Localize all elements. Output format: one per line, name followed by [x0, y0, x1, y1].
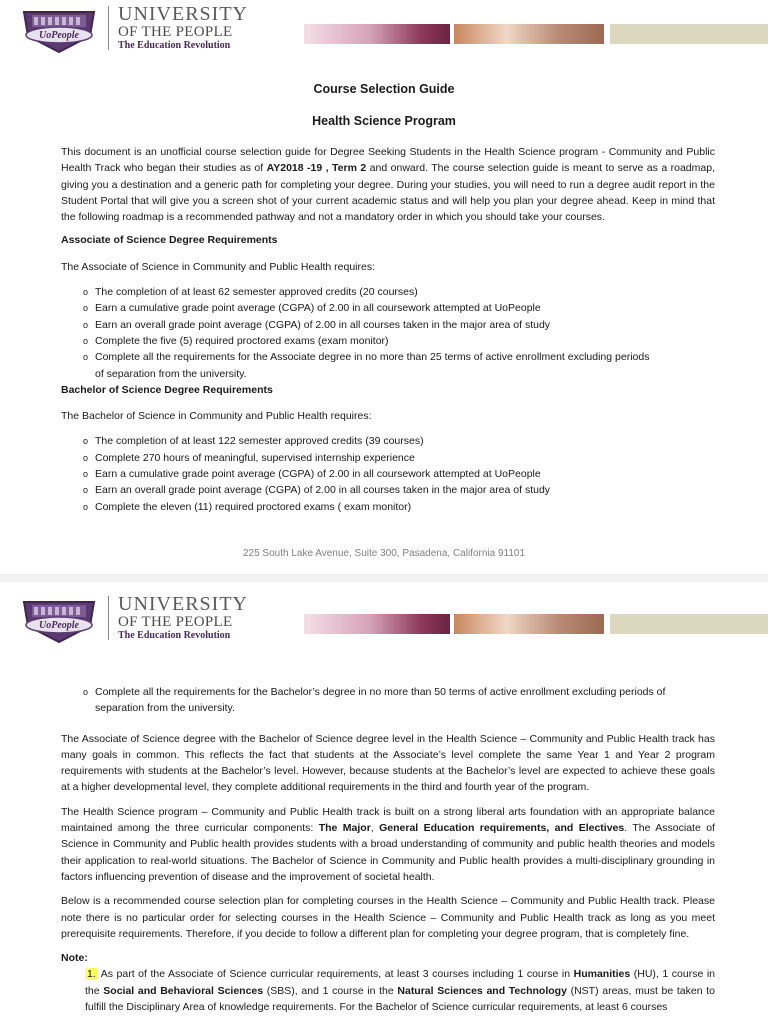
bachelor-heading: Bachelor of Science Degree Requirements	[61, 383, 273, 396]
university-logo-badge	[20, 596, 98, 644]
header-banner-block	[610, 24, 768, 44]
list-item: o Earn an overall grade point average (CGPA) of 2.00 in all courses taken in the major area of study	[61, 482, 715, 498]
university-name	[118, 4, 248, 52]
document-title: Course Selection Guide	[313, 82, 455, 96]
logo-tagline: The Education Revolution	[118, 630, 231, 641]
logo-tagline: The Education Revolution	[118, 40, 231, 51]
university-logo-badge	[20, 6, 98, 54]
svg-text:UoPeople: UoPeople	[39, 30, 79, 41]
list-item: o Complete the five (5) required proctored exams (exam monitor)	[61, 333, 715, 349]
svg-text:UoPeople: UoPeople	[39, 620, 79, 631]
header-banner-photo-1	[304, 24, 450, 44]
page-header	[0, 590, 768, 650]
header-banner-block	[610, 614, 768, 634]
list-item: o Complete all the requirements for the Bachelor’s degree in no more than 50 terms of active enrollment excluding periods of separation from the university.	[61, 684, 715, 717]
list-item: o Earn a cumulative grade point average (CGPA) of 2.00 in all coursework attempted at UoPeople	[61, 466, 715, 482]
logo-name-line1: UNIVERSITY	[118, 593, 248, 615]
footer-address: 225 South Lake Avenue, Suite 300, Pasadena, California 91101	[242, 548, 526, 559]
header-banner-photo-1	[304, 614, 450, 634]
university-name	[118, 594, 248, 642]
list-item: o Complete all the requirements for the Associate degree in no more than 25 terms of active enrollment excluding periods of separation from the university.	[61, 349, 715, 382]
associate-intro: The Associate of Science in Community and Public Health requires:	[61, 260, 375, 273]
document-subtitle: Health Science Program	[312, 114, 456, 128]
paragraph-program-foundation: The Health Science program – Community and Public Health track is built on a strong liberal arts foundation with an appropriate balance maintained among the three curricular components: The Major, General Education requirements, and Electives. The Associate of Science in Community and Public health provides students with a broad understanding of community and public health theories and models their application to real-world situations. The Bachelor of Science in Community and Public health provides a multi-disciplinary grounding in factors influencing prevention of disease and the improvement of societal health.	[61, 805, 715, 883]
note-number-highlight: 1.	[87, 968, 96, 981]
note-label: Note:	[61, 952, 88, 965]
page2-body	[61, 684, 715, 1015]
note-item-1: 1. As part of the Associate of Science curricular requirements, at least 3 courses including 1 course in Humanities (HU), 1 course in the Social and Behavioral Sciences (SBS), and 1 course in the Natural Sciences and Technology (NST) areas, must be taken to fulfill the Disciplinary Area of knowledge requirements. For the Bachelor of Science curricular requirements, at least 6 courses	[85, 968, 715, 1014]
logo-divider	[108, 596, 109, 640]
document-page-2	[0, 580, 768, 1024]
associate-requirements-list	[61, 284, 715, 382]
logo-name-line1: UNIVERSITY	[118, 3, 248, 25]
logo-name-line2: OF THE PEOPLE	[118, 614, 233, 630]
header-banner-photo-2	[454, 24, 604, 44]
page1-body	[61, 144, 715, 515]
list-item: o Earn an overall grade point average (CGPA) of 2.00 in all courses taken in the major area of study	[61, 317, 715, 333]
paragraph-degree-goals: The Associate of Science degree with the Bachelor of Science degree level in the Health Science – Community and Public Health track has many goals in common. This reflects the fact that students at the Associate’s level complete the same Year 1 and Year 2 program requirements with students at the Bachelor’s level. However, because students at the Bachelor’s level are expected to achieve these goals at a higher developmental level, they complete additional requirements in the third and fourth year of the program.	[61, 732, 715, 794]
paragraph-selection-plan: Below is a recommended course selection plan for completing courses in the Health Science – Community and Public Health track. Please note there is no particular order for selecting courses in the Health Science – Community and Public Health track as long as you meet prerequisite requirements. Therefore, if you decide to follow a different plan for completing your degree program, that is completely fine.	[61, 895, 715, 940]
bachelor-intro: The Bachelor of Science in Community and Public Health requires:	[61, 410, 372, 423]
page-header	[0, 0, 768, 60]
bachelor-requirements-list	[61, 433, 715, 514]
logo-divider	[108, 6, 109, 50]
header-banner-photo-2	[454, 614, 604, 634]
associate-heading: Associate of Science Degree Requirements	[61, 234, 278, 247]
intro-paragraph: This document is an unofficial course selection guide for Degree Seeking Students in the Health Science program - Community and Public Health Track who began their studies as of AY2018 -19 , Term 2 and onward. The course selection guide is meant to serve as a roadmap, giving you a destination and a generic path for completing your degree. During your studies, you will need to run a degree audit report in the Student Portal that will give you a screen shot of your current academic status and will help you plan your degree ahead. Keep in mind that the following roadmap is a recommended pathway and not a mandatory order in which you should take your courses.	[61, 146, 715, 224]
bachelor-requirements-list-cont	[61, 684, 715, 717]
list-item: o Complete 270 hours of meaningful, supervised internship experience	[61, 450, 715, 466]
list-item: o The completion of at least 122 semester approved credits (39 courses)	[61, 433, 715, 449]
list-item: o Earn a cumulative grade point average (CGPA) of 2.00 in all coursework attempted at UoPeople	[61, 300, 715, 316]
list-item: o Complete the eleven (11) required proctored exams ( exam monitor)	[61, 499, 715, 515]
list-item: o The completion of at least 62 semester approved credits (20 courses)	[61, 284, 715, 300]
logo-name-line2: OF THE PEOPLE	[118, 24, 233, 40]
